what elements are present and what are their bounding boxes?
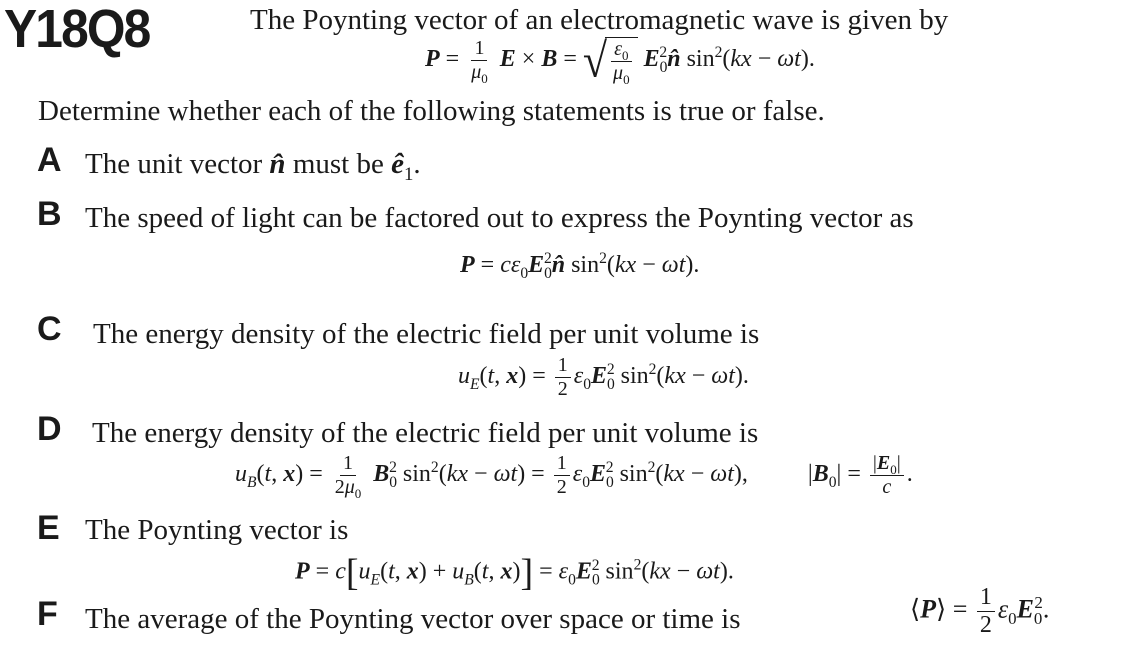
statement-c-letter: C (37, 310, 62, 348)
instruction-text: Determine whether each of the following statements is true or false. (38, 95, 825, 127)
statement-a-letter: A (37, 141, 62, 179)
statement-f-equation: ⟨P⟩ = $\frac{1}{2}$ $\varepsilon_0E_0^2$. (910, 584, 1050, 639)
statement-f-letter: F (37, 595, 58, 633)
problem-code: Y18Q8 (4, 0, 150, 59)
statement-b-equation: $P = c\varepsilon_0E_0^2n̂$ $\sin^2(kx - \omega t)$. (460, 250, 700, 282)
intro-text: The Poynting vector of an electromagnetic wave is given by (250, 4, 949, 36)
statement-b-text: The speed of light can be factored out to express the Poynting vector as (85, 202, 914, 234)
statement-a-text2: must be (292, 148, 384, 180)
statement-c-equation: $u_E(t$, x) = $\frac{1}{2}$ $\varepsilon_0E_0^2$ $\sin^2(kx - \omega t)$. (458, 354, 749, 400)
poynting-equation: P = $\frac{1}{\mu_0}$ E × B = √ $\frac{\varepsilon_0}{\mu_0}$ $E_0^2n̂$ $\sin^2(kx - \omega t)$. (425, 33, 815, 87)
statement-a: The unit vector n̂ must be $ê_1$. (85, 148, 421, 185)
statement-c-text: The energy density of the electric field per unit volume is (93, 318, 760, 350)
statement-d-equation: $u_B(t$, x) = $\frac{1}{2\mu_0}$ $B_0^2$ $\sin^2(kx - \omega t)$ = $\frac{1}{2}$ $\varepsilon_0E_0^2$ $\sin^2(kx - \omega t)$, $|B_0|$ = $\frac{|E_0|}{c}$ . (235, 452, 913, 501)
statement-a-text: The unit vector (85, 148, 263, 180)
statement-b-letter: B (37, 195, 62, 233)
statement-a-tail: . (413, 148, 421, 180)
statement-e-letter: E (37, 509, 60, 547)
statement-d-text: The energy density of the electric field per unit volume is (92, 417, 759, 449)
statement-f-text: The average of the Poynting vector over space or time is (85, 603, 741, 635)
statement-d-letter: D (37, 410, 62, 448)
statement-e-equation: $P = c[u_E(t$, $x) + u_B(t$, $x)] = \varepsilon_0E_0^2$ $\sin^2(kx - \omega t)$. (295, 552, 734, 594)
statement-e-text: The Poynting vector is (85, 514, 349, 546)
